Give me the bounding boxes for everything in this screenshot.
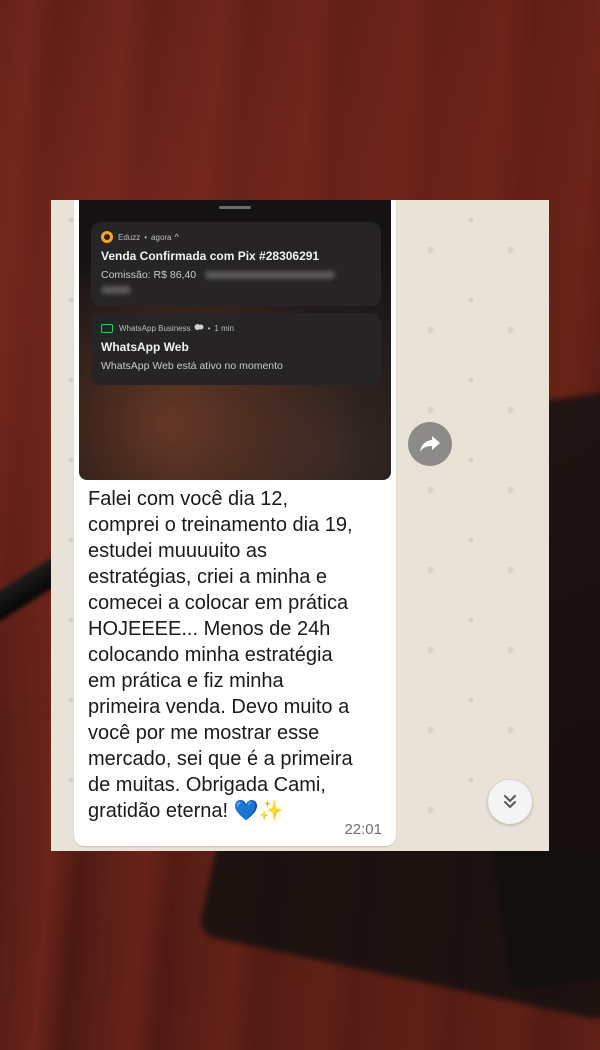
blue-heart-emoji: 💙 [233, 800, 259, 822]
whatsapp-notification: WhatsApp Business • 1 min WhatsApp Web WhatsApp Web está ativo no momento [91, 313, 381, 385]
scroll-down-button[interactable] [488, 780, 532, 824]
notification-time: 1 min [214, 323, 234, 333]
notification-title: WhatsApp Web [101, 340, 189, 354]
message-text-block [88, 486, 388, 824]
desktop-icon [101, 324, 113, 333]
attached-screenshot[interactable] [79, 200, 391, 480]
message-bubble[interactable] [74, 200, 396, 846]
redacted-text [205, 271, 335, 279]
forward-button[interactable] [408, 422, 452, 466]
notification-title: Venda Confirmada com Pix #28306291 [101, 249, 320, 263]
message-text: Falei com você dia 12, comprei o treinamento dia 19, estudei muuuuito as estratégias, criei a minha e comecei a colocar em prática HOJEEEE... Menos de 24h colocando minha estratégia em prática e fiz minha primeira venda. Devo muito a você por me mostrar esse mercado, sei que é a primeira de muitas. Obrigada Cami, gratidão eterna! [88, 488, 353, 822]
chat-bubbles-icon [194, 323, 204, 333]
notification-time: agora [151, 232, 172, 242]
chevrons-down-icon [501, 793, 519, 811]
notification-app: Eduzz [118, 232, 141, 242]
eduzz-notification: Eduzz • agora ^ Venda Confirmada com Pix #28306291 Comissão: R$ 86,40 [91, 222, 381, 306]
sparkles-emoji: ✨ [258, 800, 284, 822]
eduzz-logo-icon [101, 231, 113, 243]
forward-icon [419, 435, 441, 453]
redacted-text [101, 286, 131, 294]
notification-text: WhatsApp Web está ativo no momento [101, 360, 283, 372]
message-time: 22:01 [344, 821, 382, 838]
expand-icon: ^ [174, 232, 179, 242]
drag-handle [219, 206, 251, 209]
notification-app: WhatsApp Business [119, 323, 191, 333]
notification-text: Comissão: R$ 86,40 [101, 269, 197, 281]
chat-screenshot [51, 200, 549, 851]
